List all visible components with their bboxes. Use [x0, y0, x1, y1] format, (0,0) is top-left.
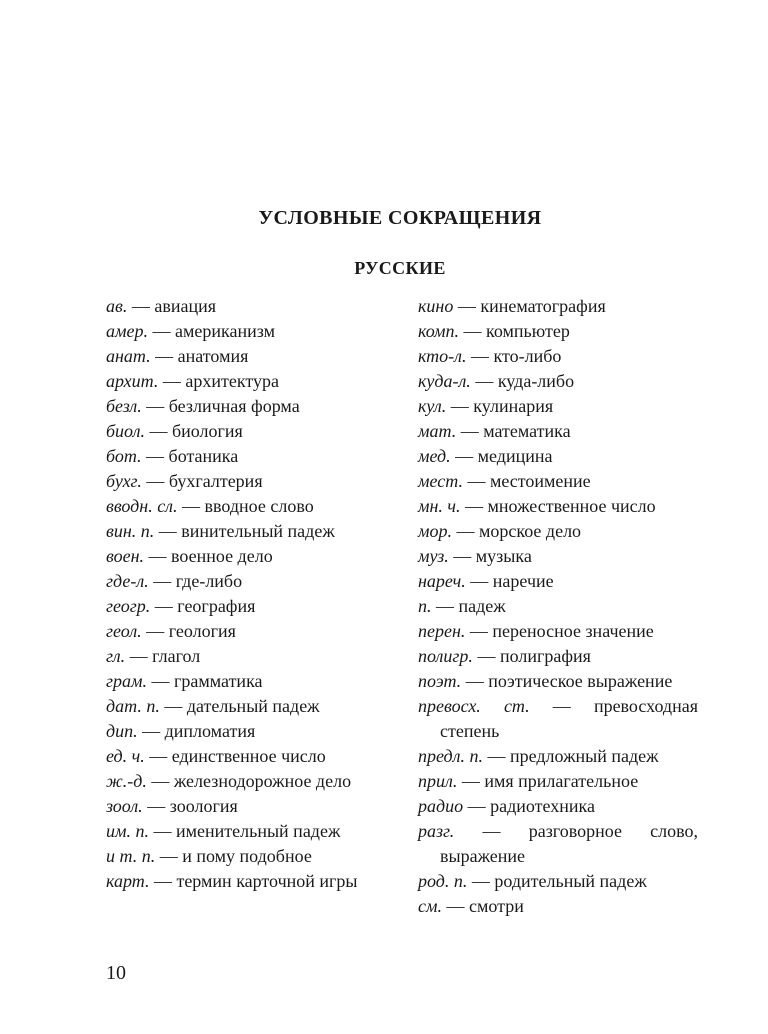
abbreviation-meaning: разговорное слово, выражение — [440, 821, 698, 866]
section-subtitle: РУССКИЕ — [354, 258, 446, 278]
abbreviation-meaning: термин карточной игры — [176, 871, 358, 891]
abbreviation-meaning: архитектура — [185, 371, 279, 391]
abbreviation-entry: грам. — грамматика — [106, 671, 263, 691]
abbreviation-meaning: компьютер — [486, 321, 570, 341]
abbreviation-meaning: предложный падеж — [510, 746, 659, 766]
abbreviation-meaning: грамматика — [174, 671, 263, 691]
abbreviation-term: перен. — [418, 621, 466, 641]
abbreviation-term: полигр. — [418, 646, 473, 666]
abbreviation-entry: кул. — кулинария — [418, 396, 554, 416]
abbreviation-entry: полигр. — полиграфия — [418, 646, 591, 666]
abbreviation-entry: геол. — геология — [106, 621, 236, 641]
abbreviation-entry: архит. — архитектура — [106, 371, 279, 391]
abbreviation-term: воен. — [106, 546, 144, 566]
abbreviation-meaning: вводное слово — [204, 496, 314, 516]
abbreviation-entry: мед. — медицина — [418, 446, 553, 466]
abbreviation-term: им. п. — [106, 821, 149, 841]
abbreviation-term: дат. п. — [106, 696, 160, 716]
abbreviation-term: грам. — [106, 671, 148, 691]
abbreviation-term: мат. — [418, 421, 457, 441]
abbreviation-meaning: зоология — [169, 796, 238, 816]
abbreviation-meaning: единственное число — [171, 746, 326, 766]
abbreviation-entry: воен. — военное дело — [106, 546, 273, 566]
abbreviation-entry: геогр. — география — [106, 596, 256, 616]
abbreviation-meaning: наречие — [492, 571, 554, 591]
abbreviation-meaning: безличная форма — [168, 396, 300, 416]
abbreviation-entry: им. п. — именительный падеж — [106, 821, 341, 841]
abbreviation-term: куда-л. — [418, 371, 471, 391]
abbreviation-entry: превосх. ст. — превосходная степень — [418, 696, 698, 741]
abbreviation-entry: бухг. — бухгалтерия — [106, 471, 263, 491]
abbreviation-term: и т. п. — [106, 846, 156, 866]
page-title: УСЛОВНЫЕ СОКРАЩЕНИЯ — [258, 207, 542, 229]
abbreviation-meaning: падеж — [458, 596, 506, 616]
abbreviation-meaning: кинематография — [480, 296, 606, 316]
abbreviation-term: вводн. сл. — [106, 496, 178, 516]
abbreviation-entry: где-л. — где-либо — [106, 571, 243, 591]
abbreviation-meaning: поэтическое выражение — [488, 671, 673, 691]
abbreviation-meaning: бухгалтерия — [168, 471, 263, 491]
abbreviation-entry: зоол. — зоология — [106, 796, 238, 816]
abbreviation-entry: дип. — дипломатия — [106, 721, 256, 741]
abbreviation-term: п. — [418, 596, 432, 616]
abbreviation-term: кино — [418, 296, 454, 316]
abbreviation-term: геогр. — [106, 596, 151, 616]
abbreviation-term: ед. ч. — [106, 746, 145, 766]
abbreviation-entry: радио — радиотехника — [418, 796, 595, 816]
abbreviation-meaning: смотри — [468, 896, 524, 916]
abbreviation-entry: прил. — имя прилагательное — [418, 771, 639, 791]
abbreviation-entry: куда-л. — куда-либо — [418, 371, 575, 391]
abbreviation-entry: амер. — американизм — [106, 321, 275, 341]
abbreviation-term: прил. — [418, 771, 458, 791]
abbreviation-meaning: где-либо — [175, 571, 243, 591]
abbreviation-term: предл. п. — [418, 746, 483, 766]
abbreviations-left-column — [106, 294, 386, 894]
abbreviation-term: безл. — [106, 396, 142, 416]
abbreviation-term: бот. — [106, 446, 142, 466]
abbreviation-term: нареч. — [418, 571, 466, 591]
abbreviation-meaning: куда-либо — [497, 371, 575, 391]
abbreviation-term: мест. — [418, 471, 463, 491]
abbreviation-term: геол. — [106, 621, 142, 641]
abbreviation-entry: разг. — разговорное слово, выражение — [418, 821, 698, 866]
abbreviation-meaning: имя прилагательное — [484, 771, 639, 791]
abbreviation-term: комп. — [418, 321, 460, 341]
abbreviation-meaning: дательный падеж — [186, 696, 320, 716]
abbreviation-meaning: анатомия — [177, 346, 249, 366]
abbreviation-meaning: ботаника — [168, 446, 239, 466]
abbreviation-term: где-л. — [106, 571, 149, 591]
abbreviation-entry: предл. п. — предложный падеж — [418, 746, 659, 766]
abbreviation-entry: комп. — компьютер — [418, 321, 570, 341]
abbreviation-term: радио — [418, 796, 464, 816]
abbreviation-entry: бот. — ботаника — [106, 446, 239, 466]
abbreviation-meaning: военное дело — [171, 546, 273, 566]
abbreviation-entry: вин. п. — винительный падеж — [106, 521, 335, 541]
abbreviation-entry: мн. ч. — множественное число — [418, 496, 656, 516]
abbreviation-term: архит. — [106, 371, 159, 391]
abbreviation-term: ж.-д. — [106, 771, 147, 791]
abbreviation-meaning: кулинария — [473, 396, 554, 416]
abbreviation-meaning: география — [177, 596, 256, 616]
abbreviation-term: мед. — [418, 446, 451, 466]
abbreviation-entry: биол. — биология — [106, 421, 243, 441]
abbreviation-meaning: превосходная степень — [440, 696, 698, 741]
abbreviation-entry: и т. п. — и пому подобное — [106, 846, 312, 866]
abbreviation-term: амер. — [106, 321, 148, 341]
abbreviation-term: превосх. ст. — [418, 696, 530, 716]
abbreviation-meaning: и пому подобное — [182, 846, 312, 866]
abbreviation-meaning: глагол — [152, 646, 201, 666]
abbreviation-meaning: переносное значение — [492, 621, 654, 641]
abbreviation-meaning: медицина — [477, 446, 553, 466]
abbreviation-entry: см. — смотри — [418, 896, 524, 916]
abbreviation-entry: ж.-д. — железнодорожное дело — [106, 771, 352, 791]
abbreviation-entry: поэт. — поэтическое выражение — [418, 671, 673, 691]
abbreviation-term: мор. — [418, 521, 452, 541]
abbreviation-entry: муз. — музыка — [418, 546, 532, 566]
abbreviation-term: гл. — [106, 646, 126, 666]
abbreviation-entry: дат. п. — дательный падеж — [106, 696, 320, 716]
abbreviation-term: кто-л. — [418, 346, 467, 366]
abbreviation-entry: п. — падеж — [418, 596, 506, 616]
abbreviation-entry: мор. — морское дело — [418, 521, 582, 541]
abbreviation-term: карт. — [106, 871, 150, 891]
abbreviation-term: дип. — [106, 721, 138, 741]
abbreviation-entry: карт. — термин карточной игры — [106, 871, 358, 891]
abbreviation-entry: перен. — переносное значение — [418, 621, 654, 641]
abbreviation-meaning: морское дело — [479, 521, 582, 541]
abbreviation-meaning: железнодорожное дело — [173, 771, 352, 791]
abbreviation-meaning: математика — [483, 421, 571, 441]
abbreviation-entry: вводн. сл. — вводное слово — [106, 496, 314, 516]
abbreviation-meaning: множественное число — [487, 496, 656, 516]
page-number: 10 — [106, 962, 126, 984]
abbreviation-meaning: именительный падеж — [176, 821, 341, 841]
abbreviation-meaning: винительный падеж — [181, 521, 335, 541]
abbreviation-meaning: американизм — [174, 321, 275, 341]
abbreviation-meaning: радиотехника — [490, 796, 595, 816]
abbreviation-term: бухг. — [106, 471, 142, 491]
abbreviation-term: анат. — [106, 346, 151, 366]
abbreviation-meaning: биология — [171, 421, 243, 441]
abbreviation-entry: ед. ч. — единственное число — [106, 746, 326, 766]
abbreviation-entry: гл. — глагол — [106, 646, 201, 666]
abbreviation-meaning: музыка — [475, 546, 532, 566]
abbreviation-meaning: кто-либо — [493, 346, 562, 366]
abbreviation-entry: безл. — безличная форма — [106, 396, 300, 416]
abbreviation-entry: ав. — авиация — [106, 296, 216, 316]
abbreviation-meaning: дипломатия — [164, 721, 256, 741]
abbreviation-meaning: геология — [168, 621, 236, 641]
abbreviation-meaning: полиграфия — [499, 646, 591, 666]
abbreviation-entry: мат. — математика — [418, 421, 571, 441]
abbreviation-term: мн. ч. — [418, 496, 461, 516]
abbreviation-entry: анат. — анатомия — [106, 346, 249, 366]
abbreviation-entry: кино — кинематография — [418, 296, 606, 316]
abbreviation-term: ав. — [106, 296, 128, 316]
abbreviations-right-column — [418, 294, 698, 919]
abbreviation-entry: род. п. — родительный падеж — [418, 871, 647, 891]
abbreviation-entry: нареч. — наречие — [418, 571, 554, 591]
abbreviation-meaning: родительный падеж — [494, 871, 647, 891]
abbreviation-entry: мест. — местоимение — [418, 471, 591, 491]
abbreviation-term: род. п. — [418, 871, 468, 891]
abbreviation-term: кул. — [418, 396, 447, 416]
abbreviation-term: поэт. — [418, 671, 462, 691]
abbreviation-entry: кто-л. — кто-либо — [418, 346, 562, 366]
abbreviation-term: разг. — [418, 821, 455, 841]
abbreviation-term: муз. — [418, 546, 449, 566]
abbreviation-term: см. — [418, 896, 442, 916]
abbreviation-meaning: местоимение — [489, 471, 591, 491]
abbreviation-term: вин. п. — [106, 521, 155, 541]
abbreviation-meaning: авиация — [154, 296, 216, 316]
abbreviation-term: зоол. — [106, 796, 143, 816]
abbreviation-term: биол. — [106, 421, 145, 441]
